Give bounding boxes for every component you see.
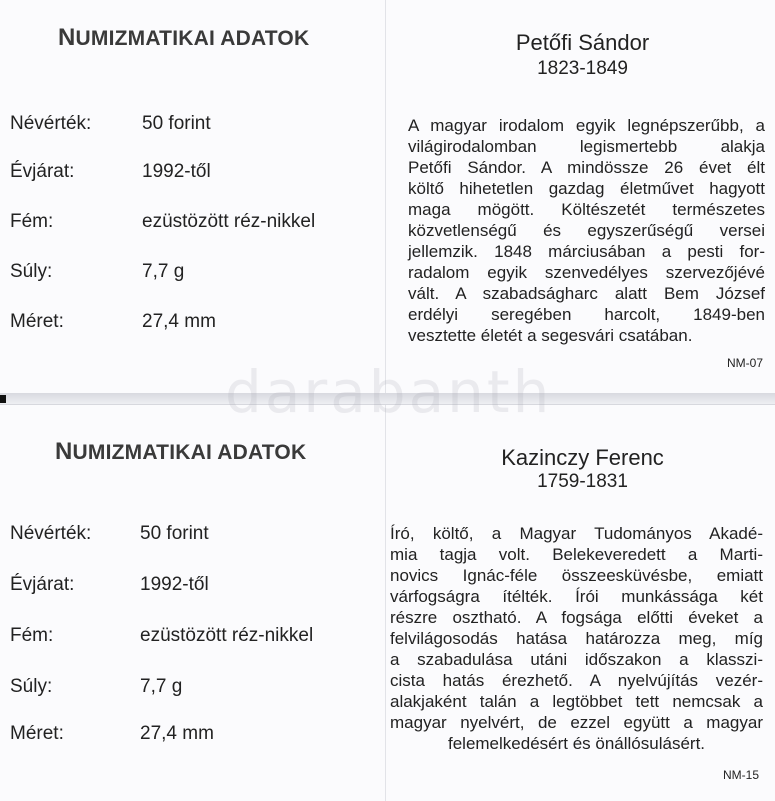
spec-value: ezüstözött réz-nikkel xyxy=(142,211,316,232)
bio-line: felvilágosodás hatása határozza meg, míg xyxy=(390,629,763,648)
person-name: Petőfi Sándor xyxy=(515,30,650,55)
bio-line: költő hihetetlen gazdag életművet hagyott xyxy=(408,179,765,198)
bio-line: cista hatás érezhető. A nyelvújítás vezér- xyxy=(390,671,763,690)
numismatic-data-title: NUMIZMATIKAI ADATOK xyxy=(58,24,310,51)
person-years: 1823-1849 xyxy=(537,58,628,79)
spec-value: 50 forint xyxy=(142,113,211,134)
separator-mark xyxy=(0,395,6,403)
spec-label: Súly: xyxy=(10,261,53,282)
bio-line: A magyar irodalom egyik legnépszerűbb, a xyxy=(408,116,765,135)
bio-line: részre osztható. A fogsága előtti éveket a xyxy=(390,608,763,627)
spec-label: Névérték: xyxy=(10,523,92,544)
spec-value: 27,4 mm xyxy=(142,311,216,332)
bio-line: jellemzik. 1848 márciusában a pesti for- xyxy=(408,242,765,261)
bio-line: radalom egyik szenvedélyes szervezőjévé xyxy=(408,263,765,282)
bio-line: alakjaként talán a legtöbbet tett nemcsak a xyxy=(390,692,763,711)
spec-value: 1992-től xyxy=(142,161,211,182)
coin-card-kazinczy xyxy=(0,404,775,801)
bio-line: maga mögött. Költészetét természetes xyxy=(408,200,765,219)
bio-line: vesztette életét a segesvári csatában. xyxy=(408,326,693,345)
bio-line: a szabadulása utáni időszakon a klasszi- xyxy=(390,650,763,669)
bio-line: novics Ignác-féle összeesküvésbe, emiatt xyxy=(390,566,763,585)
spec-label: Fém: xyxy=(10,625,54,646)
catalog-code: NM-15 xyxy=(723,768,760,782)
spec-value: 7,7 g xyxy=(140,676,183,697)
bio-line: világirodalomban legismertebb alakja xyxy=(408,137,765,156)
spec-value: 1992-től xyxy=(140,574,209,595)
bio-line: felemelkedésért és önállósulásért. xyxy=(447,734,706,753)
spec-label: Méret: xyxy=(10,311,64,332)
spec-label: Évjárat: xyxy=(10,574,75,595)
bio-line: mia tagja volt. Belekeveredett a Marti- xyxy=(390,545,763,564)
spec-value: 27,4 mm xyxy=(140,723,214,744)
numismatic-data-title: NUMIZMATIKAI ADATOK xyxy=(55,438,307,465)
person-years: 1759-1831 xyxy=(537,471,628,492)
spec-value: 50 forint xyxy=(140,523,209,544)
spec-label: Fém: xyxy=(10,211,54,232)
person-name: Kazinczy Ferenc xyxy=(501,445,664,470)
bio-line: Író, költő, a Magyar Tudományos Akadé- xyxy=(390,524,763,543)
card-fold-line xyxy=(385,0,386,393)
spec-label: Súly: xyxy=(10,676,53,697)
bio-line: vált. A szabadságharc alatt Bem József xyxy=(408,284,765,303)
bio-line: Petőfi Sándor. A mindössze 26 évet élt xyxy=(408,158,765,177)
spec-value: ezüstözött réz-nikkel xyxy=(140,625,314,646)
biography-text xyxy=(408,115,765,346)
bio-line: közvetlenségű és egyszerűségű versei xyxy=(408,221,765,240)
spec-label: Évjárat: xyxy=(10,161,75,182)
bio-line: várfogságra ítélték. Írói munkássága két xyxy=(390,587,763,606)
catalog-code: NM-07 xyxy=(727,356,764,370)
biography-text xyxy=(390,523,763,754)
card-separator xyxy=(0,393,775,404)
coin-card-petofi xyxy=(0,0,775,394)
spec-value: 7,7 g xyxy=(142,261,185,282)
bio-line: erdélyi seregében harcolt, 1849-ben xyxy=(408,305,765,324)
spec-label: Méret: xyxy=(10,723,64,744)
card-fold-line xyxy=(385,405,386,801)
bio-line: magyar nyelvért, de ezzel együtt a magyar xyxy=(390,713,763,732)
spec-label: Névérték: xyxy=(10,113,92,134)
